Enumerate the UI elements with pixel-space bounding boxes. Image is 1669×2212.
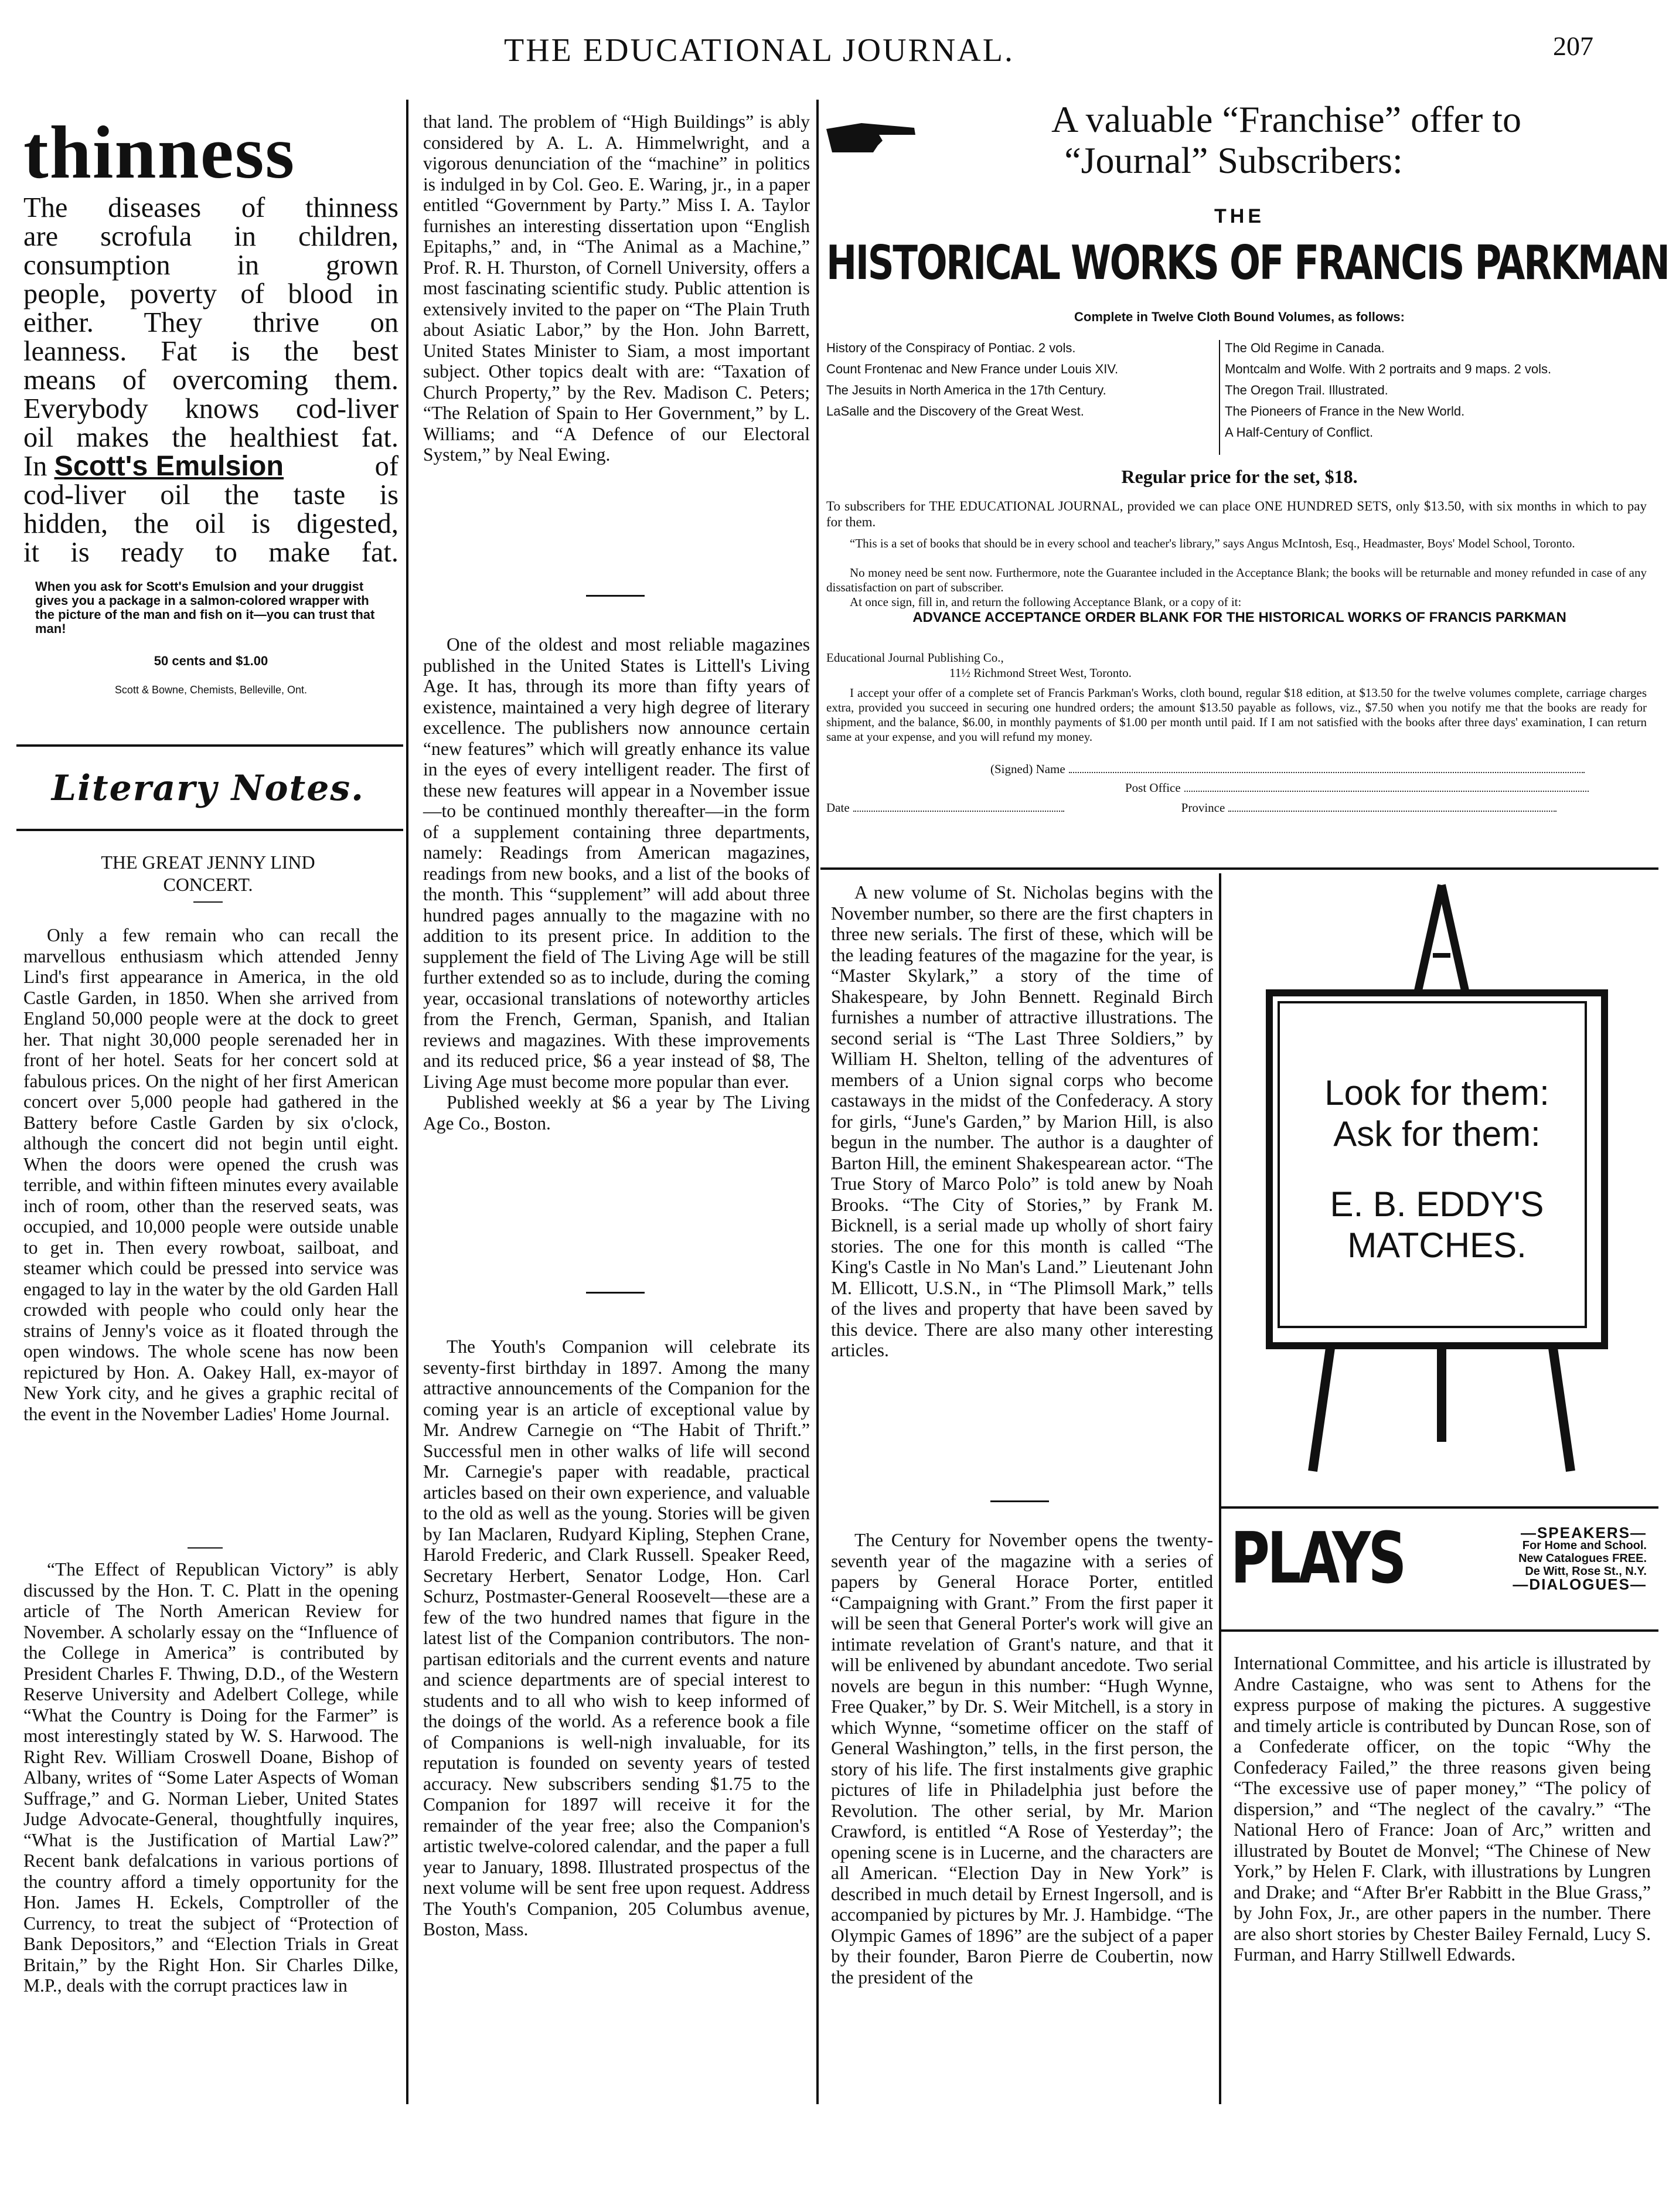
post-office-dots — [1184, 791, 1589, 792]
book-item: The Oregon Trail. Illustrated. — [1225, 383, 1388, 397]
signed-line — [990, 762, 1635, 777]
divider-literary — [16, 829, 403, 831]
st-nicholas-paragraph: A new volume of St. Nicholas begins with the November number, so there are the first chapters in three new serials. The first of these, which will be the leading features of the magazine for the year, is “Master Skylark,” a story of the time of Shakespeare, by John Bennett. Reginald Birch furnishes a number of attractive illustrations. The second serial is “The Last Three Soldiers,” by William H. Shelton, telling of the adventures of members of a Union signal corps who become castaways in the midst of the Confederacy. A story for girls, “June's Garden,” by Marion Hill, is also begun in the number. The author is a daughter of Barton Hill, the eminent Shakespearean actor. “The True Story of Marco Polo” is told anew by Noah Brooks. “The City of Stories,” by Frank M. Bicknell, is a serial made up wholly of short fairy stories. The one for this month is called “The King's Castle in No Man's Land.” Lieutenant John M. Ellicott, U.S.N., in “The Plimsoll Mark,” tells of the lives and property that have been saved by this device. There are also many other interesting articles. — [831, 882, 1213, 1360]
ad-body-line: either. They thrive on — [23, 307, 398, 338]
spacer — [1273, 1155, 1601, 1184]
republican-article — [23, 1559, 398, 1996]
review-continued: that land. The problem of “High Buildings” is ably considered by A. L. A. Himmelwright, and a vigorous denunciation of the “machine” in politics is indulged in by Col. Geo. E. Waring, jr., in a paper entitled “Government by Party.” Miss I. A. Taylor furnishes an interesting dissertation upon “English Epitaphs,” and, in “The Animal as a Machine,” Prof. R. H. Thurston, of Cornell University, offers a most fascinating scientific study. Public attention is extensively invited to the paper on “The Plain Truth about Asiatic Labor,” by the Hon. John Barrett, United States Minister to Siam, a most important subject. Other topics dealt with are: “Taxation of Church Property,” by the Rev. Madison C. Peters; “The Relation of Spain to Her Government,” by L. Williams; and “A Defence of our Electoral System,” by Neal Ewing. — [423, 111, 810, 465]
ask-line: Ask for them: — [1333, 1114, 1541, 1153]
divider-col2-1 — [586, 595, 645, 597]
address-2: 11½ Richmond Street West, Toronto. — [949, 666, 1132, 680]
youths-companion-paragraph: The Youth's Companion will celebrate its seventy-first birthday in 1897. Among the many attractive announcements of the Companion for the coming year is an article of exceptional value by Mr. Andrew Carnegie on “The Habit of Thrift.” Successful men in other walks of life will second Mr. Carnegie's paper with readable, practical articles based on their own experience, and valuable to the old as well as the young. Stories will be given by Ian Maclaren, Rudyard Kipling, Stephen Crane, Harold Frederic, and Clark Russell. Speaker Reed, Secretary Herbert, Senator Lodge, Hon. Carl Schurz, Postmaster-General Roosevelt—these are a few of the two hundred names that figure in the latest list of the Companion contributors. The non-partisan editorials and the current events and nature and science departments are of special interest to students and to all who wish to keep informed of the doings of the world. As a reference book a file of Companions is well-nigh invaluable, for its reputation is founded on seventy years of tested accuracy. New subscribers sending $1.75 to the Companion for 1897 will receive it for the remainder of the year free; also the Companion's artistic twelve-colored calendar, and the paper a full year to January, 1898. Illustrated prospectus of the next volume will be sent free upon request. Address The Youth's Companion, 205 Columbus avenue, Boston, Mass. — [423, 1336, 810, 1939]
book-item: LaSalle and the Discovery of the Great West. — [826, 404, 1084, 418]
ad-brand: Scott's Emulsion — [54, 450, 284, 482]
jenny-lind-paragraph: Only a few remain who can recall the marvellous enthusiasm which attended Jenny Lind's first appearance in America, in the old Castle Garden, in 1850. When she arrived from England 50,000 people were at the dock to greet her. That night 30,000 people serenaded her in front of her hotel. Seats for her concert sold at fabulous prices. On the night of her first American concert over 5,000 people had gathered in the Battery before Castle Garden by six o'clock, although the concert did not begin until eight. When the doors were opened the crush was terrible, and within fifteen minutes every available inch of room, other than the reserved seats, was occupied, and 10,000 people were outside unable to get in. Then every rowboat, sailboat, and steamer which could be pressed into service was engaged to lay in the water by the old Garden Hall crowded with people who could only hear the strains of Jenny's voice as it floated through the open windows. The whole scene has now been repictured by Hon. A. Oakey Hall, ex-mayor of New York city, and he gives a graphic recital of the event in the November Ladies' Home Journal. — [23, 925, 398, 1424]
ad-body-line: are scrofula in children, — [23, 221, 398, 252]
book-item: The Old Regime in Canada. — [1225, 341, 1385, 355]
franchise-line-1: A valuable “Franchise” offer to — [1051, 98, 1522, 140]
province-dots — [1228, 811, 1556, 812]
ad-body-line: means of overcoming them. — [23, 365, 398, 396]
parkman-ad — [826, 98, 1669, 862]
column2-top — [423, 111, 810, 465]
offer-text: To subscribers for THE EDUCATIONAL JOURNAL, provided we can place ONE HUNDRED SETS, only $13.50, with six months in which to pay for them. — [826, 499, 1647, 529]
journal-title: THE EDUCATIONAL JOURNAL. — [504, 32, 1014, 69]
ad-after-line: hidden, the oil is digested, — [23, 508, 398, 539]
look-line: Look for them: — [1324, 1073, 1549, 1112]
date-label: Date — [826, 801, 850, 815]
books-right — [1225, 340, 1647, 445]
date-line — [826, 801, 1647, 815]
littell-article — [423, 634, 810, 1134]
republican-paragraph: “The Effect of Republican Victory” is ably discussed by the Hon. T. C. Platt in the opening article of The North American Review for November. A scholarly essay on the “Influence of the College in America” is contributed by President Charles F. Thwing, D.D., of the Western Reserve University and Adelbert College, while “What the Country is Doing for the Farmer” is most interestingly stated by W. S. Harwood. The Right Rev. William Croswell Doane, Bishop of Albany, writes of “Some Later Aspects of Woman Suffrage,” and G. Norman Lieber, United States Judge Advocate-General, thoughtfully inquires, “What is the Justification of Martial Law?” Recent bank defalcations in various portions of the country afford a timely opportunity for the Hon. James H. Eckels, Comptroller of the Currency, to treat the subject of “Protection of Bank Depositors,” and “Election Trials in Great Britain,” by the Right Hon. Sir Charles Dilke, M.P., deals with the corrupt practices law in — [23, 1559, 398, 1996]
ad-body-line: Everybody knows cod-liver — [23, 393, 398, 424]
century-continued — [1234, 1653, 1651, 1965]
page-number: 207 — [1553, 31, 1593, 61]
post-office-line — [1125, 781, 1641, 795]
plays-ad — [1231, 1518, 1653, 1618]
ad-body-line: oil makes the healthiest fat. — [23, 422, 398, 453]
scott-emulsion-ad — [23, 111, 398, 696]
plays-dialogues: —DIALOGUES— — [1513, 1575, 1647, 1593]
literary-notes-heading: Literary Notes. — [51, 768, 365, 809]
province-label: Province — [1181, 801, 1225, 815]
ad-body-line: people, poverty of blood in — [23, 278, 398, 309]
column-rule-2 — [816, 100, 819, 2104]
eddy-line: E. B. EDDY'S — [1330, 1185, 1544, 1224]
ad-body-line: leanness. Fat is the best — [23, 336, 398, 367]
accept-text: I accept your offer of a complete set of Francis Parkman's Works, cloth bound, regular $18 edition, at $13.50 for the twelve volumes complete, carriage charges extra, provided you succeed in securing one hundred orders; the amount $13.50 payable as follows, viz., $7.50 when you notify me that the books are ready for shipment, and the balance, $6.00, in monthly payments of $1.00 per month until paid. If I am not satisfied with the books after three days' examination, I can return same at your expense, and you will refund my money. — [826, 686, 1647, 744]
book-item: The Jesuits in North America in the 17th Century. — [826, 383, 1106, 397]
easel-board — [1266, 989, 1608, 1349]
plays-home-school: For Home and School. — [1522, 1539, 1647, 1552]
franchise-line-2: “Journal” Subscribers: — [1064, 139, 1403, 181]
ad-body-line: consumption in grown — [23, 250, 398, 281]
ad-body — [23, 193, 398, 452]
ad-of: of — [374, 451, 398, 482]
book-item: A Half-Century of Conflict. — [1225, 425, 1374, 440]
littell-publisher: Published weekly at $6 a year by The Living Age Co., Boston. — [423, 1092, 810, 1134]
books-left — [826, 340, 1225, 424]
ad-after-line: cod-liver oil the taste is — [23, 479, 398, 511]
book-item: The Pioneers of France in the New World. — [1225, 404, 1465, 418]
parkman-title: HISTORICAL WORKS OF FRANCIS PARKMAN — [826, 236, 1669, 290]
divider-scott — [16, 744, 403, 747]
plays-details — [1412, 1526, 1647, 1591]
post-office-label: Post Office — [1125, 781, 1181, 795]
ad-body-line: The diseases of thinness — [23, 192, 398, 223]
divider-eddy — [1219, 1506, 1658, 1509]
quote-text: “This is a set of books that should be in every school and teacher's library,” says Angus McIntosh, Esq., Headmaster, Boys' Model School, Toronto. — [850, 536, 1575, 550]
signed-dots — [1069, 772, 1585, 773]
date-dots — [853, 811, 1064, 812]
matches-text — [1273, 1073, 1601, 1266]
ad-maker: Scott & Bowne, Chemists, Belleville, Ont. — [114, 684, 308, 696]
address-1: Educational Journal Publishing Co., — [826, 651, 1004, 665]
short-rule — [193, 901, 223, 903]
jenny-lind-heading — [18, 851, 398, 896]
divider-plays — [1219, 1629, 1658, 1632]
parkman-the: THE — [1214, 205, 1265, 227]
signed-label: (Signed) Name — [990, 762, 1065, 776]
jenny-lind-heading-2: CONCERT. — [163, 874, 253, 895]
plays-word: PLAYS — [1231, 1518, 1404, 1600]
ad-after — [23, 481, 398, 567]
ad-after-line: it is ready to make fat. — [23, 537, 398, 568]
page-header — [0, 27, 1669, 74]
youths-companion-article — [423, 1336, 810, 1940]
no-money-text: No money need be sent now. Furthermore, note the Guarantee included in the Acceptance Blank; the books will be returnable and money refunded in case of any dissatisfaction on part of subscriber. — [826, 566, 1647, 594]
jenny-lind-article — [23, 925, 398, 1424]
century-article — [831, 1530, 1213, 1988]
matches-line: MATCHES. — [1347, 1226, 1527, 1265]
divider-col2-2 — [586, 1292, 645, 1294]
regular-price: Regular price for the set, $18. — [1121, 466, 1358, 487]
column-rule-1 — [406, 100, 408, 2104]
jenny-lind-heading-1: THE GREAT JENNY LIND — [101, 852, 315, 873]
book-item: History of the Conspiracy of Pontiac. 2 vols. — [826, 341, 1076, 355]
book-item: Count Frontenac and New France under Louis XIV. — [826, 362, 1119, 376]
column-rule-3 — [1219, 873, 1221, 2104]
order-heading: ADVANCE ACCEPTANCE ORDER BLANK FOR THE HISTORICAL WORKS OF FRANCIS PARKMAN — [912, 610, 1566, 625]
short-rule-2 — [188, 1547, 223, 1549]
ad-headline: thinness — [23, 111, 296, 194]
ad-price: 50 cents and $1.00 — [154, 654, 268, 668]
st-nicholas-article — [831, 882, 1213, 1361]
at-once-text: At once sign, fill in, and return the following Acceptance Blank, or a copy of it: — [850, 595, 1242, 609]
divider-col3 — [990, 1500, 1049, 1502]
book-item: Montcalm and Wolfe. With 2 portraits and 9 maps. 2 vols. — [1225, 362, 1552, 376]
plays-catalogues: New Catalogues FREE. — [1518, 1552, 1647, 1565]
plays-dewitt: De Witt, Rose St., N.Y. — [1525, 1565, 1647, 1578]
books-divider — [1219, 340, 1220, 455]
century-paragraph: The Century for November opens the twenty-seventh year of the magazine with a series of papers by General Horace Porter, entitled “Campaigning with Grant.” From the first paper it will be seen that General Porter's work will give an intimate revelation of Grant's nature, and that it will be enlivened by abundant ancedote. Two serial novels are begun in this number: “Hugh Wynne, Free Quaker,” by Dr. S. Weir Mitchell, is a story in which Wynne, “sometime officer on the staff of General Washington,” tells, in the first person, the story of his life. The first instalments give graphic pictures of life in Philadelphia just before the Revolution. The other serial, by Mr. Marion Crawford, is entitled “A Rose of Yesterday”; the opening scene is in Lucerne, and the characters are all American. “Election Day in New York” is described in much detail by Ernest Ingersoll, and is accompanied by pictures by Mr. J. Hambidge. “The Olympic Games of 1896” are the subject of a paper by their founder, Baron Pierre de Coubertin, now the president of the — [831, 1530, 1213, 1988]
ad-small-print: When you ask for Scott's Emulsion and your druggist gives you a package in a salmon-colored wrapper with the picture of the man and fish on it—you can trust that man! — [35, 579, 375, 636]
century-continued-paragraph: International Committee, and his article is illustrated by Andre Castaigne, who was sent to Athens for the express purpose of making the pictures. A suggestive and timely article is contributed by Duncan Rose, son of a Confederate officer, on the topic “Why the Confederacy Failed,” the three reasons given being “The excessive use of paper money,” “The policy of dispersion,” and “The neglect of the cavalry.” “The National Hero of France: Joan of Arc,” written and illustrated by Boutet de Monvel; “The Chinese of New York,” by Helen F. Clark, with illustrations by Lungren and Drake; and “After Br'er Rabbitt in the Blue Grass,” by John Fox, Jr., are other papers in the number. There are also short stories by Chester Bailey Fernald, Lucy S. Furman, and Harry Stillwell Edwards. — [1234, 1653, 1651, 1965]
ad-in: In — [23, 451, 47, 482]
parkman-complete: Complete in Twelve Cloth Bound Volumes, as follows: — [1074, 309, 1405, 324]
eddy-matches-ad — [1225, 873, 1658, 1500]
littell-paragraph: One of the oldest and most reliable magazines published in the United States is Littell's Living Age. It has, through its more than fifty years of existence, maintained a very high degree of literary excellence. The publishers now announce certain “new features” which will greatly enhance its value in the eyes of every intelligent reader. The first of these new features will appear in a November issue—to be continued monthly thereafter—in the form of a supplement containing three departments, namely: Readings from American magazines, readings from new books, and a list of the books of the month. This “supplement” will add about three hundred pages annually to the magazine with no addition to its present price. In addition to the supplement the field of The Living Age will be still further extended so as to include, during the coming year, occasional translations of noteworthy articles from the French, German, Spanish, and Italian reviews and magazines. With these improvements and its reduced price, $6 a year instead of $8, The Living Age must become more popular than ever. — [423, 634, 810, 1092]
divider-parkman — [820, 867, 1658, 870]
plays-speakers: —SPEAKERS— — [1520, 1524, 1647, 1541]
ad-brand-line — [23, 452, 398, 481]
